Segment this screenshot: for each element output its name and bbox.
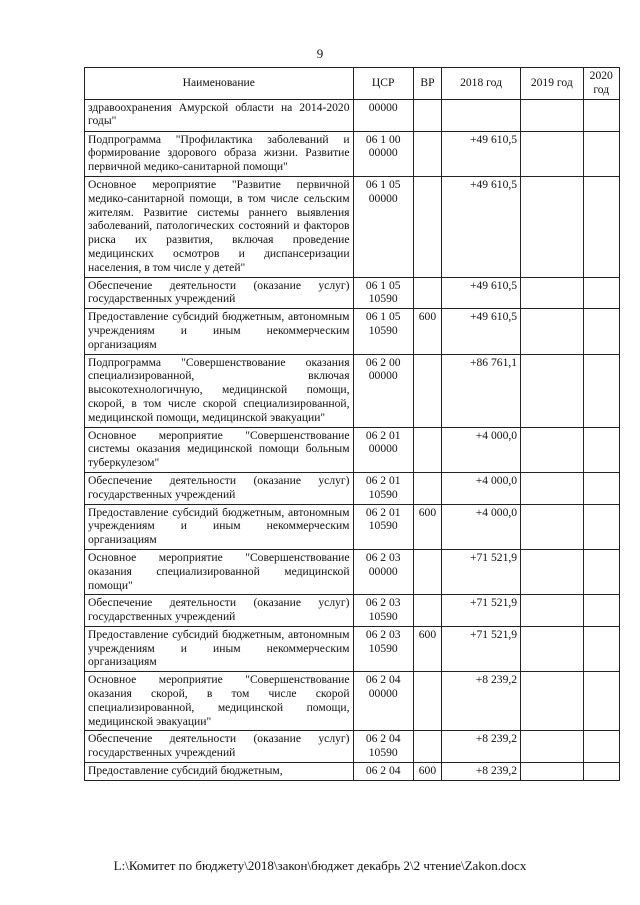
row-2020	[583, 99, 619, 131]
row-2020	[583, 354, 619, 427]
table-row	[85, 99, 620, 131]
row-vr	[413, 549, 441, 594]
row-vr	[413, 472, 441, 504]
row-csr: 06 2 03 10590	[353, 595, 413, 627]
row-2020	[583, 731, 619, 763]
row-2019	[521, 595, 583, 627]
row-2019	[521, 504, 583, 549]
row-name: Обеспечение деятельности (оказание услуг) государственных учреждений	[85, 277, 354, 309]
header-vr: ВР	[413, 68, 441, 100]
row-csr: 06 2 04	[353, 763, 413, 781]
row-2019	[521, 277, 583, 309]
row-name: Обеспечение деятельности (оказание услуг) государственных учреждений	[85, 595, 354, 627]
row-2019	[521, 99, 583, 131]
row-vr	[413, 354, 441, 427]
table-row	[85, 763, 620, 781]
row-name: Основное мероприятие "Совершенствование системы оказания медицинской помощи больным туберкулезом"	[85, 427, 354, 472]
row-csr: 06 1 05 00000	[353, 176, 413, 277]
table-row	[85, 672, 620, 731]
row-2020	[583, 763, 619, 781]
budget-table	[84, 67, 620, 781]
row-2020	[583, 309, 619, 354]
table-row	[85, 354, 620, 427]
row-2018: +86 761,1	[441, 354, 520, 427]
table-row	[85, 549, 620, 594]
row-2018	[441, 99, 520, 131]
row-csr: 06 1 05 10590	[353, 277, 413, 309]
row-2020	[583, 472, 619, 504]
row-name: Основное мероприятие "Совершенствование оказания специализированной медицинской помощи"	[85, 549, 354, 594]
row-csr: 06 2 04 10590	[353, 731, 413, 763]
table-row	[85, 472, 620, 504]
row-vr	[413, 277, 441, 309]
header-2020: 2020 год	[583, 68, 619, 100]
row-2018: +49 610,5	[441, 277, 520, 309]
file-path-footer: L:\Комитет по бюджету\2018\закон\бюджет декабрь 2\2 чтение\Zakon.docx	[113, 858, 527, 873]
row-name: Обеспечение деятельности (оказание услуг) государственных учреждений	[85, 731, 354, 763]
row-2019	[521, 427, 583, 472]
row-csr: 06 1 05 10590	[353, 309, 413, 354]
row-2018: +8 239,2	[441, 672, 520, 731]
row-2018: +71 521,9	[441, 626, 520, 671]
row-2020	[583, 504, 619, 549]
row-vr: 600	[413, 763, 441, 781]
table-row	[85, 277, 620, 309]
table-row	[85, 504, 620, 549]
row-vr	[413, 176, 441, 277]
row-name: Предоставление субсидий бюджетным, автономным учреждениям и иным некоммерческим организациям	[85, 309, 354, 354]
row-csr: 06 2 01 00000	[353, 427, 413, 472]
row-vr: 600	[413, 626, 441, 671]
row-2020	[583, 427, 619, 472]
row-2019	[521, 131, 583, 176]
row-csr: 06 2 03 10590	[353, 626, 413, 671]
table-header-row	[85, 68, 620, 100]
row-csr: 06 2 01 10590	[353, 472, 413, 504]
row-vr	[413, 731, 441, 763]
row-2020	[583, 131, 619, 176]
table-row	[85, 731, 620, 763]
row-name: Основное мероприятие "Совершенствование оказания скорой, в том числе скорой специализированной, медицинской помощи, медицинской эвакуации"	[85, 672, 354, 731]
row-2020	[583, 549, 619, 594]
table-row	[85, 427, 620, 472]
row-name: Обеспечение деятельности (оказание услуг) государственных учреждений	[85, 472, 354, 504]
table-row	[85, 595, 620, 627]
row-2018: +8 239,2	[441, 731, 520, 763]
row-2018: +4 000,0	[441, 504, 520, 549]
row-2018: +4 000,0	[441, 427, 520, 472]
row-2020	[583, 626, 619, 671]
row-2019	[521, 549, 583, 594]
row-csr: 00000	[353, 99, 413, 131]
header-2019: 2019 год	[521, 68, 583, 100]
table-row	[85, 309, 620, 354]
table-row	[85, 131, 620, 176]
row-name: Предоставление субсидий бюджетным, автономным учреждениям и иным некоммерческим организациям	[85, 504, 354, 549]
row-name: Подпрограмма "Совершенствование оказания специализированной, включая высокотехнологичную, медицинской помощи, скорой, в том числе скорой специализированной, медицинской помощи, медицинской эвакуации"	[85, 354, 354, 427]
row-name: здравоохранения Амурской области на 2014-2020 годы"	[85, 99, 354, 131]
row-2018: +71 521,9	[441, 549, 520, 594]
table-row	[85, 626, 620, 671]
row-2018: +4 000,0	[441, 472, 520, 504]
row-2020	[583, 277, 619, 309]
row-csr: 06 2 03 00000	[353, 549, 413, 594]
header-name: Наименование	[85, 68, 354, 100]
row-2018: +71 521,9	[441, 595, 520, 627]
table-row	[85, 176, 620, 277]
row-csr: 06 2 00 00000	[353, 354, 413, 427]
row-2020	[583, 176, 619, 277]
row-vr	[413, 427, 441, 472]
row-csr: 06 2 04 00000	[353, 672, 413, 731]
row-2018: +49 610,5	[441, 176, 520, 277]
row-name: Предоставление субсидий бюджетным, автономным учреждениям и иным некоммерческим организациям	[85, 626, 354, 671]
row-2018: +8 239,2	[441, 763, 520, 781]
row-2018: +49 610,5	[441, 131, 520, 176]
row-vr	[413, 99, 441, 131]
row-name: Предоставление субсидий бюджетным,	[85, 763, 354, 781]
row-2020	[583, 672, 619, 731]
row-name: Подпрограмма "Профилактика заболеваний и формирование здорового образа жизни. Развитие первичной медико-санитарной помощи"	[85, 131, 354, 176]
row-2019	[521, 731, 583, 763]
header-csr: ЦСР	[353, 68, 413, 100]
row-vr: 600	[413, 504, 441, 549]
row-2019	[521, 354, 583, 427]
row-2019	[521, 763, 583, 781]
row-vr: 600	[413, 309, 441, 354]
row-csr: 06 1 00 00000	[353, 131, 413, 176]
row-vr	[413, 131, 441, 176]
row-name: Основное мероприятие "Развитие первичной медико-санитарной помощи, в том числе сельским жителям. Развитие системы раннего выявления заболеваний, патологических состояний и факторов риска их развития, включая проведение медицинских осмотров и диспансеризации населения, в том числе у детей"	[85, 176, 354, 277]
row-csr: 06 2 01 10590	[353, 504, 413, 549]
row-2019	[521, 176, 583, 277]
page-number: 9	[316, 46, 324, 61]
header-2018: 2018 год	[441, 68, 520, 100]
row-vr	[413, 672, 441, 731]
row-2019	[521, 309, 583, 354]
row-2019	[521, 672, 583, 731]
row-2018: +49 610,5	[441, 309, 520, 354]
row-2020	[583, 595, 619, 627]
row-2019	[521, 626, 583, 671]
row-2019	[521, 472, 583, 504]
row-vr	[413, 595, 441, 627]
